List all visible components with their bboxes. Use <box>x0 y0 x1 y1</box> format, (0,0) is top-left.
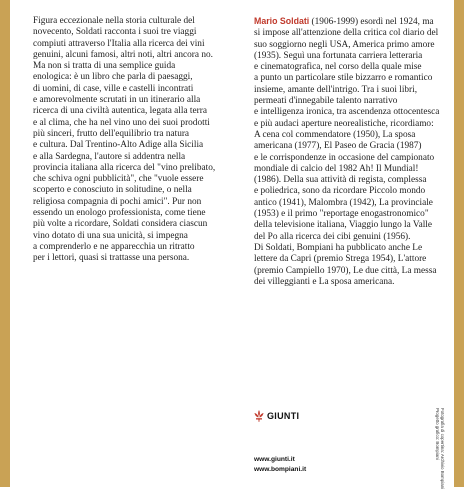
vertical-credit <box>435 408 447 489</box>
publisher-urls <box>254 455 306 475</box>
left-color-band <box>0 0 10 487</box>
publisher-logo-text: GIUNTI <box>267 411 300 421</box>
author-biography <box>254 16 449 288</box>
publisher-logo <box>254 410 299 422</box>
book-description: Figura eccezionale nella storia culturale del novecento, Soldati racconta i suoi tre viaggi compiuti attraverso l'Italia alla ricerca dei vini genuini, alcuni famosi, altri noti, altri ancora no. Ma non si tratta di una semplice guida enologica: è un libro che parla di paesaggi, di uomini, di case, ville e castelli incontrati e amorevolmente scrutati in un itinerario alla ricerca di una civiltà autentica, legata alla terra e al clima, che ha nel vino uno dei suoi prodotti più sinceri, frutto dell'equilibrio tra natura e cultura. Dal Trentino-Alto Adige alla Sicilia e alla Sardegna, l'autore si addentra nella provincia italiana alla ricerca del "vino prelibato, che schiva ogni pubblicità", che "vuole essere scoperto e conosciuto in solitudine, o nella religiosa compagnia di pochi amici". Pur non essendo un enologo professionista, come tiene più volte a ricordare, Soldati considera ciascun vino dotato di una sua unicità, si impegna a comprenderlo e ne apparecchia un ritratto per i lettori, quasi si trattasse una persona. <box>33 16 216 264</box>
author-biography-text: (1906-1999) esordì nel 1924, ma si impose all'attenzione della critica col diario del suo soggiorno negli USA, America primo amore (1935). Seguì una fortunata carriera letteraria e cinematografica, nel corso della quale mise a punto un particolare stile bizzarro e romantico insieme, amante dell'intrigo. Tra i suoi libri, permeati d'innegabile talento narrativo e intelligenza ironica, tra ascendenza ottocentesca e più audaci aperture neorealistiche, ricordiamo: A cena col commendatore (1950), La sposa americana (1977), El Paseo de Gracia (1987) e le corrispondenze in occasione del campionato mondiale di calcio del 1982 Ah! Il Mundial! (1986). Della sua attività di regista, complessa e poliedrica, sono da ricordare Piccolo mondo antico (1941), Malombra (1942), La provinciale (1953) e il primo "reportage enogastronomico" della televisione italiana, Viaggio lungo la Valle del Po alla ricerca dei cibi genuini (1956). Di Soldati, Bompiani ha pubblicato anche Le lettere da Capri (premio Strega 1954), L'attore (premio Campiello 1970), Le due città, La messa dei villeggianti e La sposa americana. <box>254 17 440 287</box>
author-name: Mario Soldati <box>254 16 310 26</box>
vertical-credit-text: Fotografia di copertina: Archivio Bompiani Progetto grafico: Bompiani <box>435 408 445 489</box>
right-color-band <box>454 0 464 487</box>
url-giunti: www.giunti.it <box>254 456 295 463</box>
giunti-lily-icon <box>254 410 264 422</box>
url-bompiani: www.bompiani.it <box>254 466 307 473</box>
